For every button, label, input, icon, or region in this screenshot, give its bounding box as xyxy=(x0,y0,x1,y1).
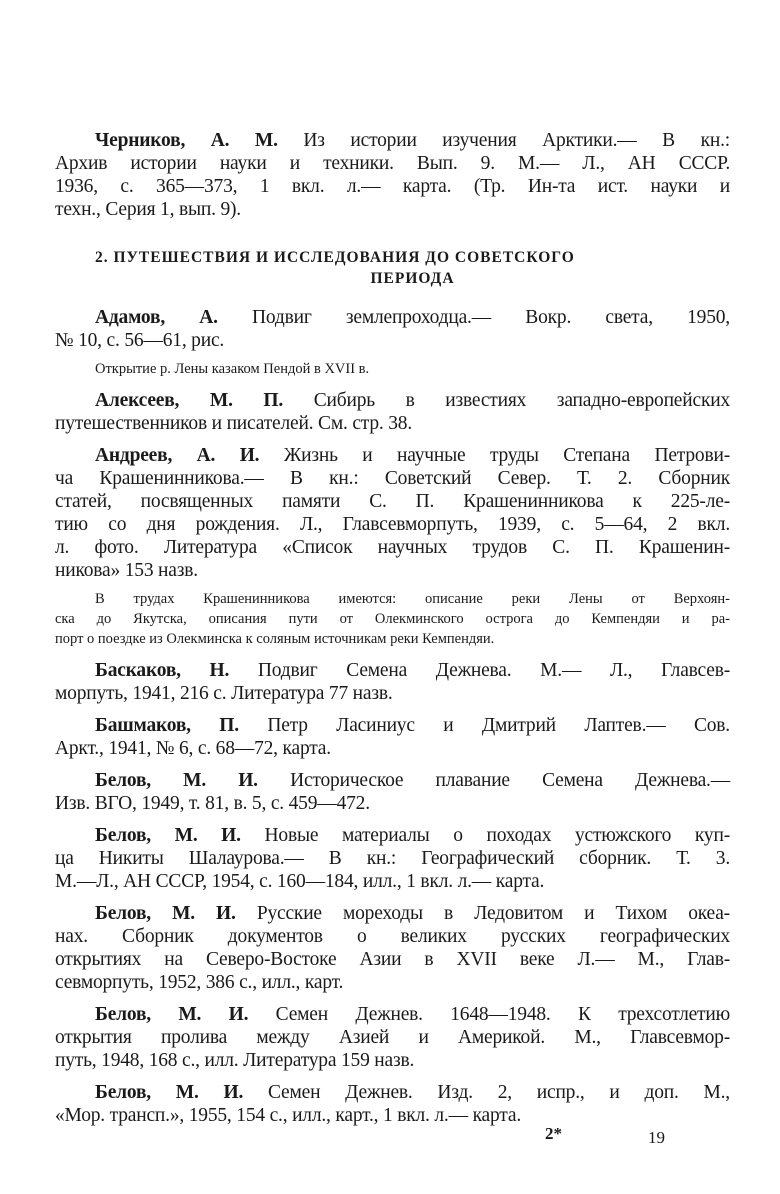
entry-line xyxy=(55,513,730,536)
entry-line xyxy=(55,1081,730,1104)
entry-text: Из истории изучения Арктики.— В кн.: xyxy=(303,130,730,151)
entry-line xyxy=(55,925,730,948)
entry-author: Белов, М. И. xyxy=(95,1082,244,1103)
page-body xyxy=(55,129,730,1136)
entry-author: Черников, А. М. xyxy=(95,130,278,151)
entry-text: М.—Л., АН СССР, 1954, с. 160—184, илл., 1 вкл. л.— карта. xyxy=(55,871,545,892)
entry-alekseev xyxy=(55,389,730,435)
entry-author: Андреев, А. И. xyxy=(95,445,260,466)
entry-bashmakov xyxy=(55,714,730,760)
section-heading-line2: ПЕРИОДА xyxy=(370,270,455,287)
entry-author: Башмаков, П. xyxy=(95,715,239,736)
entry-text: Новые материалы о походах устюжского куп- xyxy=(264,825,730,846)
entry-text: Изв. ВГО, 1949, т. 81, в. 5, с. 459—472. xyxy=(55,793,370,814)
entry-text: ча Крашенинникова.— В кн.: Советский Север. Т. 2. Сборник xyxy=(55,468,730,489)
entry-text: Историческое плавание Семена Дежнева.— xyxy=(290,770,730,791)
entry-line xyxy=(55,1104,730,1127)
entry-line xyxy=(55,1049,730,1072)
entry-author: Баскаков, Н. xyxy=(95,660,230,681)
entry-author: Белов, М. И. xyxy=(95,903,236,924)
entry-text: Жизнь и научные труды Степана Петрови- xyxy=(283,445,730,466)
entry-line xyxy=(55,824,730,847)
entry-line xyxy=(55,175,730,198)
annotation-line: ска до Якутска, описания пути от Олекминского острога до Кемпендяи и ра- xyxy=(55,611,730,627)
entry-text: путешественников и писателей. См. стр. 38. xyxy=(55,413,413,434)
entry-belov-3 xyxy=(55,902,730,994)
entry-line xyxy=(55,847,730,870)
entry-text: путь, 1948, 168 с., илл. Литература 159 назв. xyxy=(55,1050,415,1071)
entry-line xyxy=(55,152,730,175)
entry-text: Архив истории науки и техники. Вып. 9. М.— Л., АН СССР. xyxy=(55,153,730,174)
page-number: 19 xyxy=(648,1128,665,1147)
entry-line xyxy=(55,769,730,792)
entry-text: «Мор. трансп.», 1955, 154 с., илл., карт., 1 вкл. л.— карта. xyxy=(55,1105,521,1126)
entry-line xyxy=(55,129,730,152)
entry-line xyxy=(55,536,730,559)
entry-line xyxy=(55,902,730,925)
entry-text: Подвиг Семена Дежнева. М.— Л., Главсев- xyxy=(257,660,730,681)
entry-belov-5 xyxy=(55,1081,730,1127)
entry-text: Петр Ласиниус и Дмитрий Лаптев.— Сов. xyxy=(267,715,730,736)
annotation-line: Открытие р. Лены казаком Пендой в XVII в. xyxy=(95,361,370,377)
entry-line xyxy=(55,1003,730,1026)
entry-line xyxy=(55,948,730,971)
entry-line xyxy=(55,1026,730,1049)
annotation-line: В трудах Крашенинникова имеются: описание реки Лены от Верхоян- xyxy=(95,591,730,607)
entry-chernikov xyxy=(55,129,730,221)
entry-text: Подвиг землепроходца.— Вокр. света, 1950, xyxy=(252,307,730,328)
entry-belov-1 xyxy=(55,769,730,815)
entry-text: техн., Серия 1, вып. 9). xyxy=(55,199,241,220)
entry-line xyxy=(55,490,730,513)
entry-text: л. фото. Литература «Список научных трудов С. П. Крашенин- xyxy=(55,537,730,558)
entry-text: ца Никиты Шалаурова.— В кн.: Географический сборник. Т. 3. xyxy=(55,848,730,869)
entry-author: Адамов, А. xyxy=(95,307,218,328)
entry-line xyxy=(55,971,730,994)
entry-text: 1936, с. 365—373, 1 вкл. л.— карта. (Тр. Ин-та ист. науки и xyxy=(55,176,730,197)
entry-text: Семен Дежнев. Изд. 2, испр., и доп. М., xyxy=(268,1082,730,1103)
entry-line xyxy=(55,659,730,682)
entry-line xyxy=(55,444,730,467)
entry-text: севморпуть, 1952, 386 с., илл., карт. xyxy=(55,972,344,993)
annotation-adamov xyxy=(55,359,730,379)
entry-text: № 10, с. 56—61, рис. xyxy=(55,330,225,351)
entry-line xyxy=(55,329,730,352)
entry-author: Белов, М. И. xyxy=(95,770,258,791)
entry-andreev xyxy=(55,444,730,582)
entry-line xyxy=(55,412,730,435)
entry-line xyxy=(55,467,730,490)
annotation-andreev xyxy=(55,589,730,649)
entry-baskakov xyxy=(55,659,730,705)
entry-author: Белов, М. И. xyxy=(95,825,241,846)
entry-line xyxy=(55,737,730,760)
entry-line xyxy=(55,714,730,737)
entry-text: открытиях на Северо-Востоке Азии в XVII веке Л.— М., Глав- xyxy=(55,949,730,970)
entry-text: открытия пролива между Азией и Америкой. М., Главсевмор- xyxy=(55,1027,730,1048)
section-heading-line1: 2. ПУТЕШЕСТВИЯ И ИССЛЕДОВАНИЯ ДО СОВЕТСКОГО xyxy=(95,249,575,266)
entry-text: нах. Сборник документов о великих русских географических xyxy=(55,926,730,947)
signature-mark: 2* xyxy=(545,1124,562,1143)
entry-belov-4 xyxy=(55,1003,730,1072)
entry-line xyxy=(55,389,730,412)
entry-text: Русские мореходы в Ледовитом и Тихом океа- xyxy=(256,903,730,924)
entry-author: Алексеев, М. П. xyxy=(95,390,284,411)
entry-adamov xyxy=(55,306,730,352)
entry-text: никова» 153 назв. xyxy=(55,560,198,581)
entry-author: Белов, М. И. xyxy=(95,1004,249,1025)
entry-line xyxy=(55,682,730,705)
entry-line xyxy=(55,792,730,815)
entry-line xyxy=(55,198,730,221)
annotation-line: порт о поездке из Олекминска к соляным источникам реки Кемпендяи. xyxy=(55,631,495,647)
entry-text: статей, посвященных памяти С. П. Крашенинникова к 225-ле- xyxy=(55,491,730,512)
entry-text: морпуть, 1941, 216 с. Литература 77 назв. xyxy=(55,683,393,704)
section-heading xyxy=(55,247,730,289)
entry-line xyxy=(55,559,730,582)
entry-text: тию со дня рождения. Л., Главсевморпуть, 1939, с. 5—64, 2 вкл. xyxy=(55,514,730,535)
entry-text: Сибирь в известиях западно-европейских xyxy=(313,390,731,411)
entry-text: Семен Дежнев. 1648—1948. К трехсотлетию xyxy=(275,1004,730,1025)
entry-line xyxy=(55,306,730,329)
entry-text: Аркт., 1941, № 6, с. 68—72, карта. xyxy=(55,738,331,759)
entry-line xyxy=(55,870,730,893)
entry-belov-2 xyxy=(55,824,730,893)
